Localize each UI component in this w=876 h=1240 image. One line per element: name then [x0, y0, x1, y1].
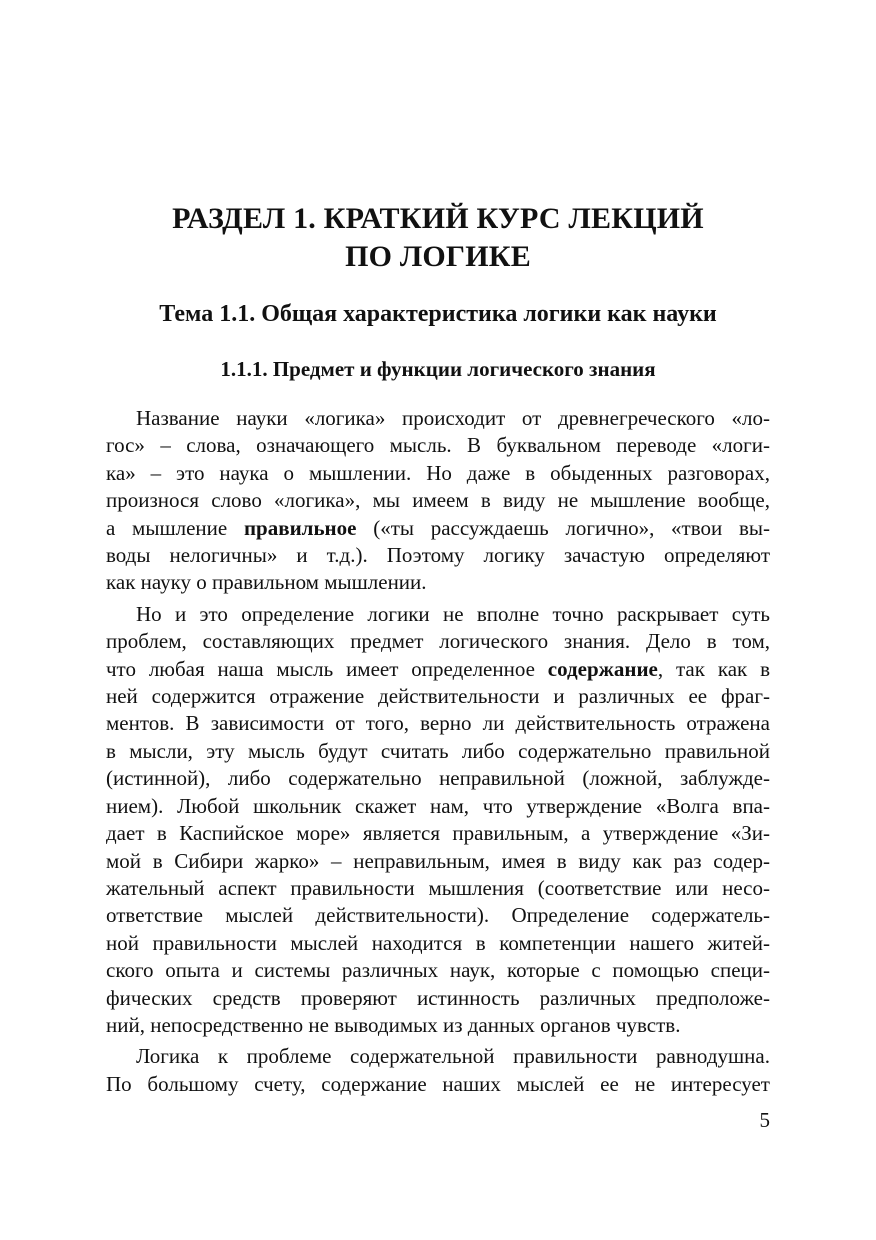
text-line: ной правильности мыслей находится в компетенции нашего житей- [106, 930, 770, 955]
text-line: жательный аспект правильности мышления (соответствие или несо- [106, 875, 770, 900]
text-line: ней содержится отражение действительности и различных ее фраг- [106, 684, 770, 709]
paragraph [106, 405, 770, 597]
text-line: Но и это определение логики не вполне точно раскрывает суть [136, 601, 770, 626]
subsection-title: 1.1.1. Предмет и функции логического знания [220, 357, 656, 381]
text-line: нием). Любой школьник скажет нам, что утверждение «Волга впа- [106, 793, 770, 818]
text-line: как науку о правильном мышлении. [106, 570, 427, 595]
text-line: По большому счету, содержание наших мыслей ее не интересует [106, 1071, 770, 1096]
text-line: дает в Каспийское море» является правильным, а утверждение «Зи- [106, 821, 770, 846]
section-title-line-1: РАЗДЕЛ 1. КРАТКИЙ КУРС ЛЕКЦИЙ [172, 202, 704, 235]
text-line: что любая наша мысль имеет определенное содержание, так как в [106, 656, 771, 681]
body-text [106, 405, 770, 1098]
text-line: фических средств проверяют истинность различных предположе- [106, 985, 770, 1010]
text-line: ского опыта и системы различных наук, которые с помощью специ- [106, 958, 770, 983]
emphasized-term: содержание [547, 656, 658, 681]
emphasized-term: правильное [243, 515, 357, 540]
text-line: воды нелогичны» и т.д.). Поэтому логику зачастую определяют [106, 543, 770, 568]
section-title [0, 200, 876, 276]
text-line: мой в Сибири жарко» – неправильным, имея в виду как раз содер- [106, 848, 770, 873]
text-line: в мысли, эту мысль будут считать либо содержательно правильной [106, 738, 770, 763]
text-line: ний, непосредственно не выводимых из данных органов чувств. [106, 1012, 681, 1037]
page-number: 5 [759, 1108, 770, 1132]
text-line: гос» – слова, означающего мысль. В буквальном переводе «логи- [106, 433, 770, 458]
text-line: а мышление правильное («ты рассуждаешь логично», «твои вы- [106, 515, 770, 540]
paragraph [106, 1043, 770, 1098]
text-line: ответствие мыслей действительности). Определение содержатель- [106, 903, 770, 928]
topic-title: Тема 1.1. Общая характеристика логики как науки [159, 301, 717, 327]
text-line: произнося слово «логика», мы имеем в виду не мышление вообще, [106, 488, 770, 513]
text-line: Логика к проблеме содержательной правильности равнодушна. [136, 1044, 770, 1069]
text-line: (истинной), либо содержательно неправильной (ложной, заблужде- [106, 766, 770, 791]
text-line: ментов. В зависимости от того, верно ли действительность отражена [106, 711, 770, 736]
text-line: проблем, составляющих предмет логического знания. Дело в том, [106, 629, 770, 654]
paragraph [106, 601, 770, 1040]
section-title-line-2: ПО ЛОГИКЕ [345, 240, 531, 273]
text-line: ка» – это наука о мышлении. Но даже в обыденных разговорах, [106, 460, 770, 485]
text-line: Название науки «логика» происходит от древнегреческого «ло- [136, 406, 770, 430]
